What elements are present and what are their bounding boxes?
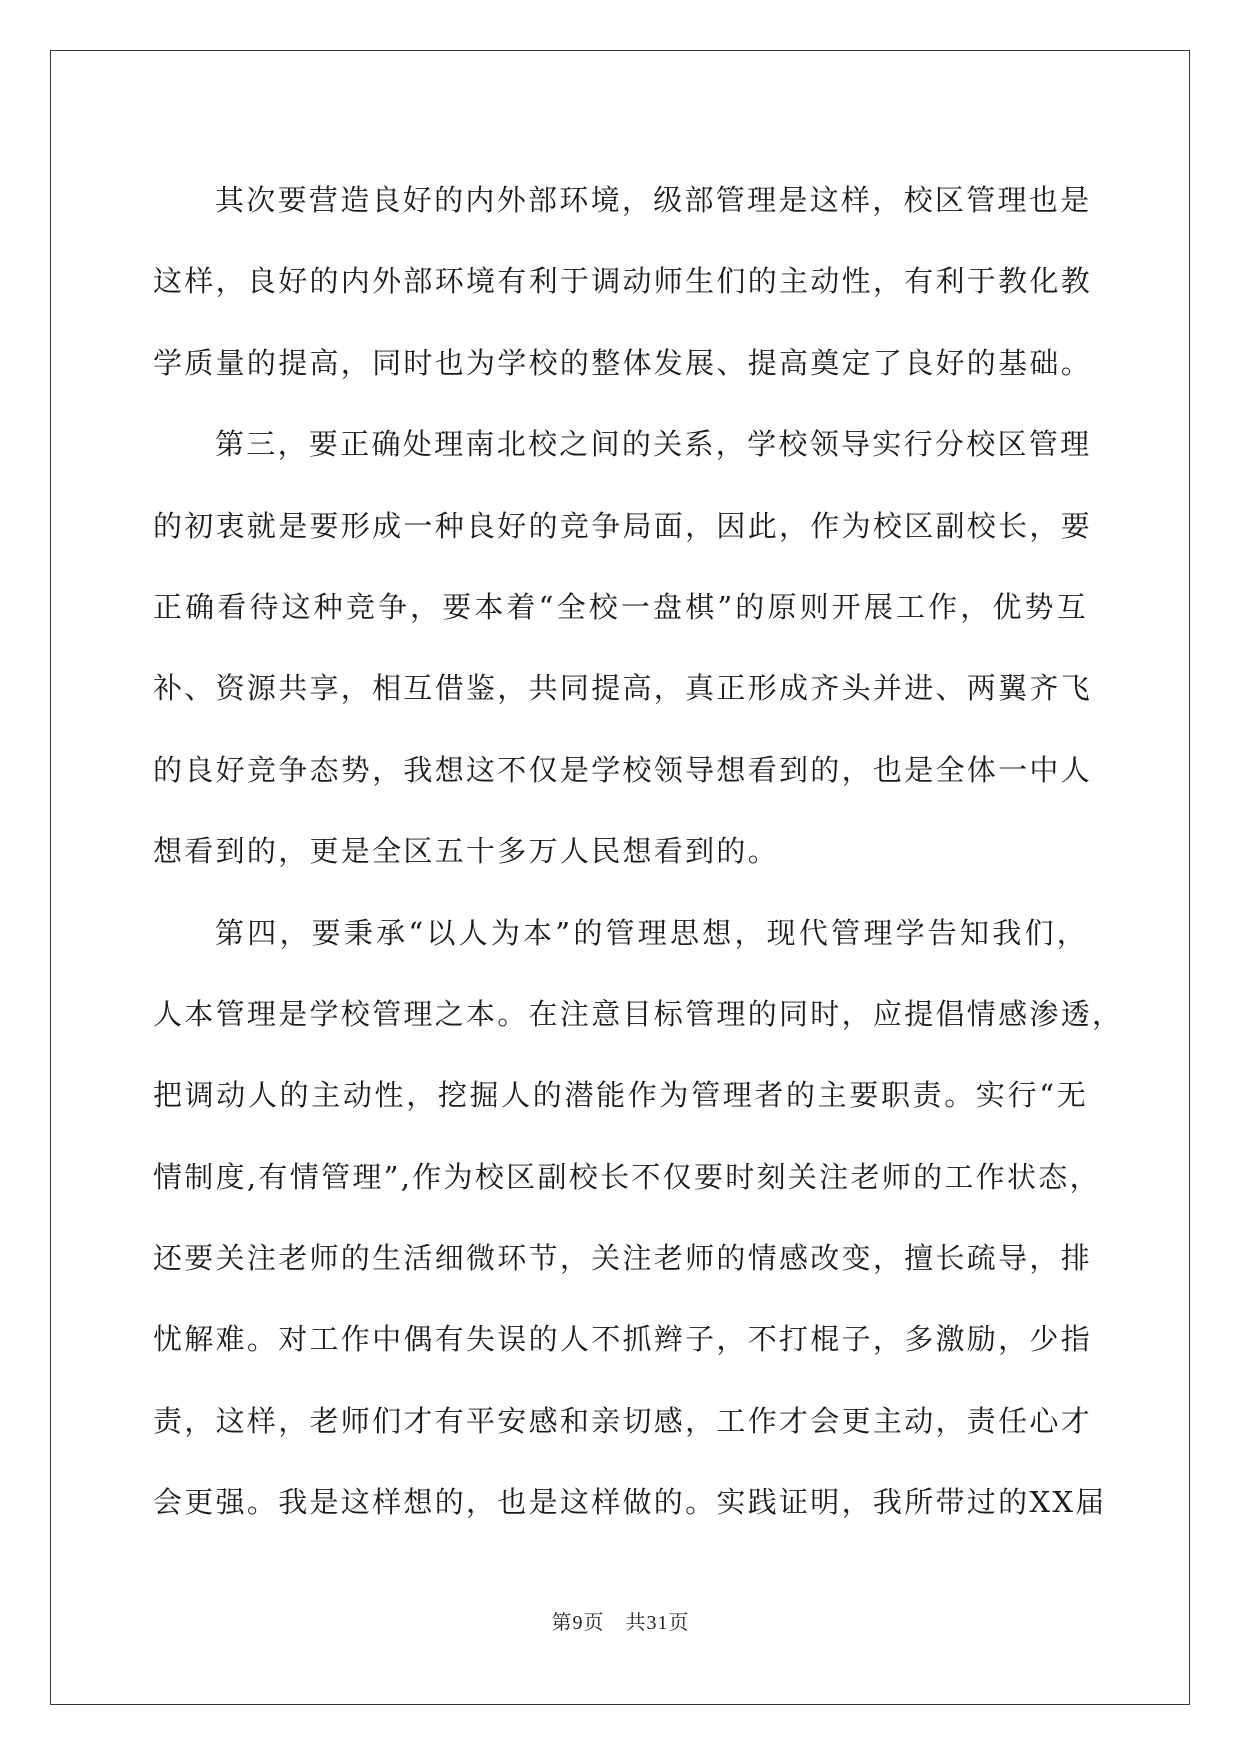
text-line: 想看到的，更是全区五十多万人民想看到的。 xyxy=(153,834,780,869)
text-line: 情制度,有情管理”,作为校区副校长不仅要时刻关注老师的工作状态， xyxy=(153,1159,1101,1194)
text-line: 的初衷就是要形成一种良好的竞争局面，因此，作为校区副校长，要 xyxy=(153,508,1093,543)
text-line: 人本管理是学校管理之本。在注意目标管理的同时，应提倡情感渗透， xyxy=(153,996,1124,1031)
page-number: 第9页 共31页 xyxy=(551,1612,690,1634)
text-line: 忧解难。对工作中偶有失误的人不抓辫子，不打棍子，多激励，少指 xyxy=(153,1322,1093,1357)
text-line: 第四，要秉承“以人为本”的管理思想，现代管理学告知我们， xyxy=(215,915,1088,950)
text-line: 其次要营造良好的内外部环境，级部管理是这样，校区管理也是 xyxy=(215,183,1092,217)
text-line: 责，这样，老师们才有平安感和亲切感，工作才会更主动，责任心才 xyxy=(153,1403,1093,1438)
text-line: 第三，要正确处理南北校之间的关系，学校领导实行分校区管理 xyxy=(215,427,1092,462)
text-line: 把调动人的主动性，挖掘人的潜能作为管理者的主要职责。实行“无 xyxy=(153,1078,1088,1113)
text-line: 还要关注老师的生活细微环节，关注老师的情感改变，擅长疏导，排 xyxy=(153,1241,1093,1276)
text-line: 会更强。我是这样想的，也是这样做的。实践证明，我所带过的XX届 xyxy=(153,1485,1107,1520)
text-line: 补、资源共享，相互借鉴，共同提高，真正形成齐头并进、两翼齐飞 xyxy=(153,671,1093,706)
document-body xyxy=(153,160,1124,1544)
text-line: 学质量的提高，同时也为学校的整体发展、提高奠定了良好的基础。 xyxy=(153,345,1093,380)
text-line: 这样，良好的内外部环境有利于调动师生们的主动性，有利于教化教 xyxy=(153,264,1093,299)
text-line: 的良好竞争态势，我想这不仅是学校领导想看到的，也是全体一中人 xyxy=(153,752,1093,787)
text-line: 正确看待这种竞争，要本着“全校一盘棋”的原则开展工作，优势互 xyxy=(153,589,1088,624)
